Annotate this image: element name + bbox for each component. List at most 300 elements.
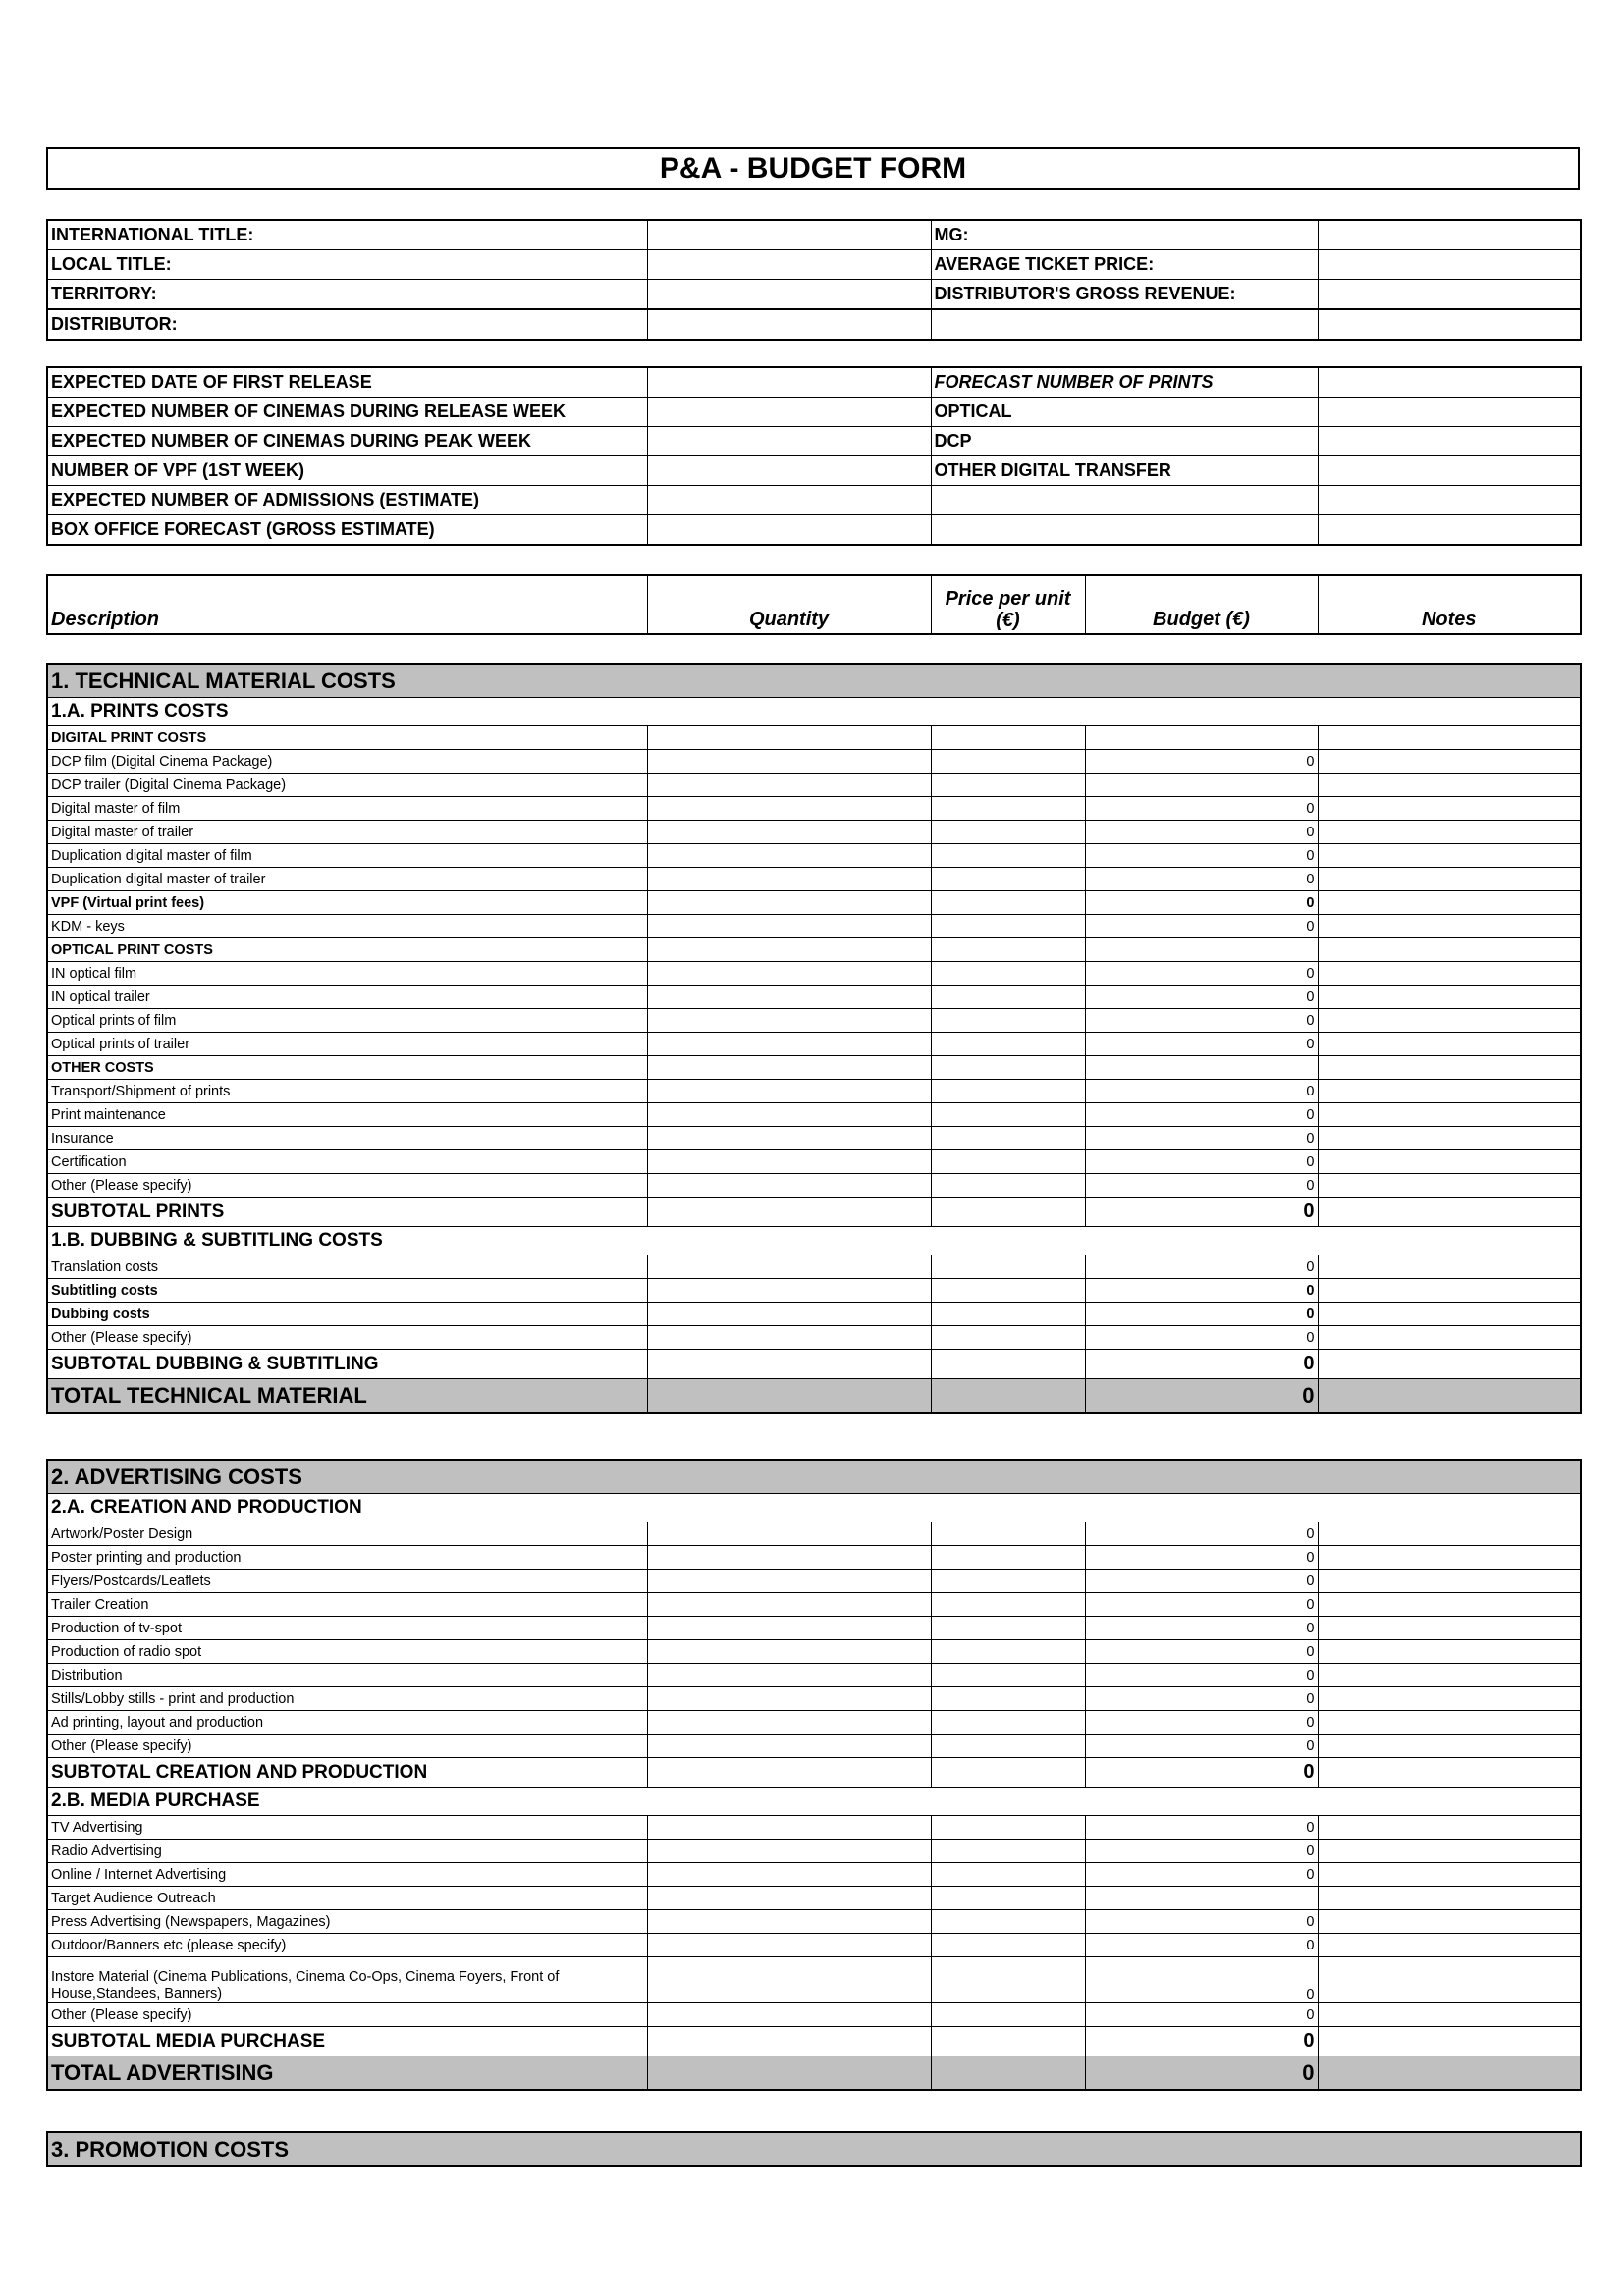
notes-cell[interactable] <box>1318 1664 1581 1687</box>
notes-cell[interactable] <box>1318 1033 1581 1056</box>
gross-revenue-label: DISTRIBUTOR'S GROSS REVENUE: <box>931 280 1318 310</box>
gross-revenue-field[interactable] <box>1318 280 1581 310</box>
quantity-cell[interactable] <box>647 915 931 938</box>
notes-cell[interactable] <box>1318 844 1581 868</box>
total-advertising-row <box>47 2056 1581 2091</box>
budget-cell: 0 <box>1085 868 1318 891</box>
group-heading-row <box>47 726 1581 750</box>
notes-cell[interactable] <box>1318 2003 1581 2027</box>
quantity-cell[interactable] <box>647 868 931 891</box>
line-description: Press Advertising (Newspapers, Magazines) <box>47 1910 647 1934</box>
price-per-unit-cell[interactable] <box>931 1934 1085 1957</box>
dcp-field[interactable] <box>1318 427 1581 456</box>
notes-cell[interactable] <box>1318 1735 1581 1758</box>
quantity-cell[interactable] <box>647 1664 931 1687</box>
subtotal-prints-label: SUBTOTAL PRINTS <box>47 1198 647 1227</box>
empty-cell <box>647 2027 931 2056</box>
price-per-unit-cell[interactable] <box>931 1326 1085 1350</box>
notes-cell[interactable] <box>1318 986 1581 1009</box>
prints-costs-title: 1.A. PRINTS COSTS <box>47 698 1581 726</box>
line-description: Insurance <box>47 1127 647 1150</box>
budget-cell: 0 <box>1085 1103 1318 1127</box>
first-release-date-field[interactable] <box>647 367 931 398</box>
other-digital-transfer-label: OTHER DIGITAL TRANSFER <box>931 456 1318 486</box>
advertising-section-title: 2. ADVERTISING COSTS <box>47 1460 1581 1494</box>
notes-cell[interactable] <box>1318 1687 1581 1711</box>
budget-cell: 0 <box>1085 1150 1318 1174</box>
quantity-cell[interactable] <box>647 2003 931 2027</box>
price-per-unit-cell[interactable] <box>931 1080 1085 1103</box>
line-description: Instore Material (Cinema Publications, Cinema Co-Ops, Cinema Foyers, Front of House,Standees, Banners) <box>47 1957 647 2003</box>
section-header-row <box>47 1460 1581 1494</box>
price-per-unit-cell[interactable] <box>931 1033 1085 1056</box>
notes-cell[interactable] <box>1318 1546 1581 1570</box>
section-header-row <box>47 1494 1581 1522</box>
info-row <box>47 250 1581 280</box>
price-per-unit-cell[interactable] <box>931 1593 1085 1617</box>
empty-cell <box>647 938 931 962</box>
price-per-unit-cell[interactable] <box>931 1887 1085 1910</box>
price-per-unit-cell[interactable] <box>931 750 1085 774</box>
optical-label: OPTICAL <box>931 398 1318 427</box>
other-costs-heading: OTHER COSTS <box>47 1056 647 1080</box>
empty-cell <box>931 2027 1085 2056</box>
budget-cell: 0 <box>1085 1522 1318 1546</box>
notes-cell[interactable] <box>1318 774 1581 797</box>
quantity-cell[interactable] <box>647 1522 931 1546</box>
notes-cell[interactable] <box>1318 1887 1581 1910</box>
budget-cell: 0 <box>1085 2003 1318 2027</box>
empty-cell <box>931 2056 1085 2091</box>
empty-cell <box>1318 1379 1581 1414</box>
release-row <box>47 367 1581 398</box>
price-per-unit-cell[interactable] <box>931 962 1085 986</box>
line-description: Certification <box>47 1150 647 1174</box>
line-description: Production of tv-spot <box>47 1617 647 1640</box>
empty-cell <box>931 938 1085 962</box>
digital-print-costs-heading: DIGITAL PRINT COSTS <box>47 726 647 750</box>
price-per-unit-header <box>931 575 1085 634</box>
notes-cell[interactable] <box>1318 821 1581 844</box>
vpf-first-week-label: NUMBER OF VPF (1ST WEEK) <box>47 456 647 486</box>
quantity-cell[interactable] <box>647 774 931 797</box>
subtotal-dubbing-value: 0 <box>1085 1350 1318 1379</box>
budget-line-row <box>47 774 1581 797</box>
budget-line-row <box>47 891 1581 915</box>
subtotal-creation-value: 0 <box>1085 1758 1318 1788</box>
quantity-cell[interactable] <box>647 821 931 844</box>
price-per-unit-cell[interactable] <box>931 1150 1085 1174</box>
column-header-table <box>46 574 1582 635</box>
price-header-line2: (€) <box>996 610 1020 631</box>
budget-line-row <box>47 1664 1581 1687</box>
line-description: Optical prints of film <box>47 1009 647 1033</box>
cinemas-peak-week-label: EXPECTED NUMBER OF CINEMAS DURING PEAK WEEK <box>47 427 647 456</box>
notes-cell[interactable] <box>1318 750 1581 774</box>
quantity-cell[interactable] <box>647 1593 931 1617</box>
distributor-label: DISTRIBUTOR: <box>47 309 647 340</box>
release-row <box>47 398 1581 427</box>
budget-line-row <box>47 868 1581 891</box>
notes-cell[interactable] <box>1318 1174 1581 1198</box>
column-header-row <box>47 575 1581 634</box>
promotion-costs-table <box>46 2131 1582 2167</box>
quantity-cell[interactable] <box>647 1957 931 2003</box>
line-description: TV Advertising <box>47 1816 647 1840</box>
budget-line-row <box>47 1687 1581 1711</box>
budget-line-row <box>47 986 1581 1009</box>
notes-cell[interactable] <box>1318 1255 1581 1279</box>
info-row <box>47 220 1581 250</box>
quantity-cell[interactable] <box>647 1174 931 1198</box>
release-row <box>47 486 1581 515</box>
price-per-unit-cell[interactable] <box>931 1009 1085 1033</box>
notes-cell[interactable] <box>1318 915 1581 938</box>
budget-cell: 0 <box>1085 891 1318 915</box>
budget-cell: 0 <box>1085 1570 1318 1593</box>
quantity-cell[interactable] <box>647 1303 931 1326</box>
line-description: Subtitling costs <box>47 1279 647 1303</box>
release-info-table <box>46 366 1582 546</box>
budget-line-row <box>47 1816 1581 1840</box>
budget-line-row <box>47 1617 1581 1640</box>
distributor-field[interactable] <box>647 309 931 340</box>
empty-cell <box>931 1758 1085 1788</box>
quantity-cell[interactable] <box>647 1255 931 1279</box>
budget-line-row <box>47 1009 1581 1033</box>
line-description: VPF (Virtual print fees) <box>47 891 647 915</box>
empty-cell <box>931 1350 1085 1379</box>
line-description: Poster printing and production <box>47 1546 647 1570</box>
section-header-row <box>47 698 1581 726</box>
budget-cell <box>1085 774 1318 797</box>
line-description: Optical prints of trailer <box>47 1033 647 1056</box>
notes-cell[interactable] <box>1318 1279 1581 1303</box>
quantity-cell[interactable] <box>647 1103 931 1127</box>
section-header-row <box>47 664 1581 698</box>
price-per-unit-cell[interactable] <box>931 1711 1085 1735</box>
notes-cell[interactable] <box>1318 1840 1581 1863</box>
budget-cell: 0 <box>1085 750 1318 774</box>
quantity-cell[interactable] <box>647 986 931 1009</box>
price-per-unit-cell[interactable] <box>931 797 1085 821</box>
line-description: Distribution <box>47 1664 647 1687</box>
quantity-cell[interactable] <box>647 1711 931 1735</box>
budget-cell: 0 <box>1085 1033 1318 1056</box>
title-info-table <box>46 219 1582 341</box>
empty-cell <box>647 1758 931 1788</box>
budget-cell: 0 <box>1085 1326 1318 1350</box>
budget-cell: 0 <box>1085 1863 1318 1887</box>
price-per-unit-cell[interactable] <box>931 1255 1085 1279</box>
form-title: P&A - BUDGET FORM <box>46 147 1580 190</box>
quantity-cell[interactable] <box>647 1816 931 1840</box>
quantity-cell[interactable] <box>647 891 931 915</box>
price-per-unit-cell[interactable] <box>931 1687 1085 1711</box>
notes-cell[interactable] <box>1318 868 1581 891</box>
description-header: Description <box>47 575 647 634</box>
budget-line-row <box>47 844 1581 868</box>
technical-costs-table <box>46 663 1582 1414</box>
price-per-unit-cell[interactable] <box>931 1570 1085 1593</box>
line-description: Radio Advertising <box>47 1840 647 1863</box>
cinemas-peak-week-field[interactable] <box>647 427 931 456</box>
budget-line-row <box>47 1326 1581 1350</box>
local-title-field[interactable] <box>647 250 931 280</box>
notes-cell[interactable] <box>1318 1103 1581 1127</box>
price-per-unit-cell[interactable] <box>931 844 1085 868</box>
quantity-cell[interactable] <box>647 1934 931 1957</box>
quantity-cell[interactable] <box>647 750 931 774</box>
price-per-unit-cell[interactable] <box>931 1279 1085 1303</box>
budget-line-row <box>47 1033 1581 1056</box>
budget-cell: 0 <box>1085 1735 1318 1758</box>
notes-cell[interactable] <box>1318 1593 1581 1617</box>
budget-cell: 0 <box>1085 1840 1318 1863</box>
quantity-cell[interactable] <box>647 1546 931 1570</box>
budget-cell: 0 <box>1085 1009 1318 1033</box>
price-per-unit-cell[interactable] <box>931 1103 1085 1127</box>
quantity-cell[interactable] <box>647 1617 931 1640</box>
budget-cell: 0 <box>1085 1640 1318 1664</box>
line-description: DCP trailer (Digital Cinema Package) <box>47 774 647 797</box>
line-description: Duplication digital master of trailer <box>47 868 647 891</box>
budget-line-row <box>47 1522 1581 1546</box>
notes-cell[interactable] <box>1318 1080 1581 1103</box>
notes-cell[interactable] <box>1318 797 1581 821</box>
group-heading-row <box>47 1056 1581 1080</box>
subtotal-dubbing-label: SUBTOTAL DUBBING & SUBTITLING <box>47 1350 647 1379</box>
notes-cell[interactable] <box>1318 1326 1581 1350</box>
price-per-unit-cell[interactable] <box>931 821 1085 844</box>
notes-cell[interactable] <box>1318 962 1581 986</box>
empty-cell <box>931 726 1085 750</box>
vpf-first-week-field[interactable] <box>647 456 931 486</box>
notes-cell[interactable] <box>1318 1617 1581 1640</box>
empty-cell <box>647 1379 931 1414</box>
notes-cell[interactable] <box>1318 1150 1581 1174</box>
box-office-forecast-field[interactable] <box>647 515 931 546</box>
budget-cell: 0 <box>1085 1303 1318 1326</box>
empty-cell <box>1318 1758 1581 1788</box>
price-per-unit-cell[interactable] <box>931 774 1085 797</box>
quantity-cell[interactable] <box>647 1326 931 1350</box>
quantity-cell[interactable] <box>647 1687 931 1711</box>
notes-cell[interactable] <box>1318 1303 1581 1326</box>
notes-cell[interactable] <box>1318 1863 1581 1887</box>
line-description: Other (Please specify) <box>47 1174 647 1198</box>
line-description: KDM - keys <box>47 915 647 938</box>
budget-line-row <box>47 1127 1581 1150</box>
budget-cell: 0 <box>1085 1664 1318 1687</box>
notes-cell[interactable] <box>1318 1934 1581 1957</box>
price-per-unit-cell[interactable] <box>931 1617 1085 1640</box>
price-per-unit-cell[interactable] <box>931 1546 1085 1570</box>
quantity-header: Quantity <box>647 575 931 634</box>
territory-field[interactable] <box>647 280 931 310</box>
empty-cell <box>931 309 1318 340</box>
budget-cell: 0 <box>1085 797 1318 821</box>
info-row <box>47 309 1581 340</box>
empty-cell <box>1318 2056 1581 2091</box>
quantity-cell[interactable] <box>647 1570 931 1593</box>
budget-line-row <box>47 797 1581 821</box>
empty-cell <box>931 515 1318 546</box>
budget-cell: 0 <box>1085 1910 1318 1934</box>
optical-field[interactable] <box>1318 398 1581 427</box>
budget-cell: 0 <box>1085 1816 1318 1840</box>
empty-cell <box>1085 1056 1318 1080</box>
quantity-cell[interactable] <box>647 1080 931 1103</box>
budget-line-row <box>47 1303 1581 1326</box>
forecast-prints-field[interactable] <box>1318 367 1581 398</box>
first-release-date-label: EXPECTED DATE OF FIRST RELEASE <box>47 367 647 398</box>
notes-cell[interactable] <box>1318 1816 1581 1840</box>
budget-line-row <box>47 1735 1581 1758</box>
subtotal-creation-label: SUBTOTAL CREATION AND PRODUCTION <box>47 1758 647 1788</box>
optical-print-costs-heading: OPTICAL PRINT COSTS <box>47 938 647 962</box>
empty-cell <box>647 2056 931 2091</box>
budget-line-row <box>47 1255 1581 1279</box>
media-purchase-title: 2.B. MEDIA PURCHASE <box>47 1788 1581 1816</box>
section-header-row <box>47 2132 1581 2166</box>
line-description: IN optical film <box>47 962 647 986</box>
section-header-row <box>47 1788 1581 1816</box>
price-per-unit-cell[interactable] <box>931 1522 1085 1546</box>
quantity-cell[interactable] <box>647 1863 931 1887</box>
admissions-estimate-label: EXPECTED NUMBER OF ADMISSIONS (ESTIMATE) <box>47 486 647 515</box>
budget-line-row <box>47 1103 1581 1127</box>
subtotal-media-label: SUBTOTAL MEDIA PURCHASE <box>47 2027 647 2056</box>
empty-cell <box>931 486 1318 515</box>
line-description: Ad printing, layout and production <box>47 1711 647 1735</box>
cinemas-release-week-field[interactable] <box>647 398 931 427</box>
price-per-unit-cell[interactable] <box>931 915 1085 938</box>
subtotal-creation-row <box>47 1758 1581 1788</box>
total-advertising-value: 0 <box>1085 2056 1318 2091</box>
section-header-row <box>47 1227 1581 1255</box>
subtotal-media-row <box>47 2027 1581 2056</box>
quantity-cell[interactable] <box>647 1150 931 1174</box>
budget-line-row <box>47 1640 1581 1664</box>
budget-cell: 0 <box>1085 1255 1318 1279</box>
price-per-unit-cell[interactable] <box>931 2003 1085 2027</box>
budget-cell: 0 <box>1085 986 1318 1009</box>
budget-line-row <box>47 2003 1581 2027</box>
average-ticket-price-field[interactable] <box>1318 250 1581 280</box>
price-per-unit-cell[interactable] <box>931 1640 1085 1664</box>
creation-production-title: 2.A. CREATION AND PRODUCTION <box>47 1494 1581 1522</box>
budget-line-row <box>47 1957 1581 2003</box>
advertising-costs-table <box>46 1459 1582 2091</box>
price-per-unit-cell[interactable] <box>931 1863 1085 1887</box>
quantity-cell[interactable] <box>647 1735 931 1758</box>
quantity-cell[interactable] <box>647 1033 931 1056</box>
subtotal-dubbing-row <box>47 1350 1581 1379</box>
notes-header: Notes <box>1318 575 1581 634</box>
total-technical-label: TOTAL TECHNICAL MATERIAL <box>47 1379 647 1414</box>
international-title-field[interactable] <box>647 220 931 250</box>
line-description: Flyers/Postcards/Leaflets <box>47 1570 647 1593</box>
info-row <box>47 280 1581 310</box>
price-per-unit-cell[interactable] <box>931 1127 1085 1150</box>
price-per-unit-cell[interactable] <box>931 1303 1085 1326</box>
quantity-cell[interactable] <box>647 1910 931 1934</box>
quantity-cell[interactable] <box>647 1009 931 1033</box>
price-per-unit-cell[interactable] <box>931 1664 1085 1687</box>
total-technical-row <box>47 1379 1581 1414</box>
notes-cell[interactable] <box>1318 1711 1581 1735</box>
group-heading-row <box>47 938 1581 962</box>
budget-line-row <box>47 821 1581 844</box>
line-description: Other (Please specify) <box>47 2003 647 2027</box>
quantity-cell[interactable] <box>647 1127 931 1150</box>
quantity-cell[interactable] <box>647 1279 931 1303</box>
empty-cell <box>1318 726 1581 750</box>
price-per-unit-cell[interactable] <box>931 1174 1085 1198</box>
quantity-cell[interactable] <box>647 1887 931 1910</box>
line-description: Print maintenance <box>47 1103 647 1127</box>
notes-cell[interactable] <box>1318 1910 1581 1934</box>
price-per-unit-cell[interactable] <box>931 1910 1085 1934</box>
price-per-unit-cell[interactable] <box>931 1957 1085 2003</box>
notes-cell[interactable] <box>1318 1009 1581 1033</box>
quantity-cell[interactable] <box>647 797 931 821</box>
budget-cell: 0 <box>1085 915 1318 938</box>
mg-field[interactable] <box>1318 220 1581 250</box>
price-per-unit-cell[interactable] <box>931 1840 1085 1863</box>
subtotal-prints-value: 0 <box>1085 1198 1318 1227</box>
other-digital-transfer-field[interactable] <box>1318 456 1581 486</box>
price-per-unit-cell[interactable] <box>931 868 1085 891</box>
line-description: Stills/Lobby stills - print and production <box>47 1687 647 1711</box>
notes-cell[interactable] <box>1318 1127 1581 1150</box>
promotion-section-title: 3. PROMOTION COSTS <box>47 2132 1581 2166</box>
notes-cell[interactable] <box>1318 1957 1581 2003</box>
empty-cell <box>931 1379 1085 1414</box>
budget-line-row <box>47 1934 1581 1957</box>
quantity-cell[interactable] <box>647 1640 931 1664</box>
quantity-cell[interactable] <box>647 1840 931 1863</box>
notes-cell[interactable] <box>1318 891 1581 915</box>
price-per-unit-cell[interactable] <box>931 891 1085 915</box>
cinemas-release-week-label: EXPECTED NUMBER OF CINEMAS DURING RELEASE WEEK <box>47 398 647 427</box>
line-description: Translation costs <box>47 1255 647 1279</box>
notes-cell[interactable] <box>1318 1640 1581 1664</box>
budget-line-row <box>47 915 1581 938</box>
empty-cell <box>1318 1350 1581 1379</box>
subtotal-prints-row <box>47 1198 1581 1227</box>
budget-cell: 0 <box>1085 1687 1318 1711</box>
line-description: Target Audience Outreach <box>47 1887 647 1910</box>
budget-line-row <box>47 750 1581 774</box>
quantity-cell[interactable] <box>647 962 931 986</box>
budget-line-row <box>47 1150 1581 1174</box>
local-title-label: LOCAL TITLE: <box>47 250 647 280</box>
quantity-cell[interactable] <box>647 844 931 868</box>
admissions-estimate-field[interactable] <box>647 486 931 515</box>
price-per-unit-cell[interactable] <box>931 1735 1085 1758</box>
line-description: Digital master of trailer <box>47 821 647 844</box>
price-per-unit-cell[interactable] <box>931 1816 1085 1840</box>
empty-cell <box>1318 2027 1581 2056</box>
empty-cell <box>1085 938 1318 962</box>
notes-cell[interactable] <box>1318 1570 1581 1593</box>
notes-cell[interactable] <box>1318 1522 1581 1546</box>
price-per-unit-cell[interactable] <box>931 986 1085 1009</box>
budget-line-row <box>47 1711 1581 1735</box>
budget-cell: 0 <box>1085 1174 1318 1198</box>
